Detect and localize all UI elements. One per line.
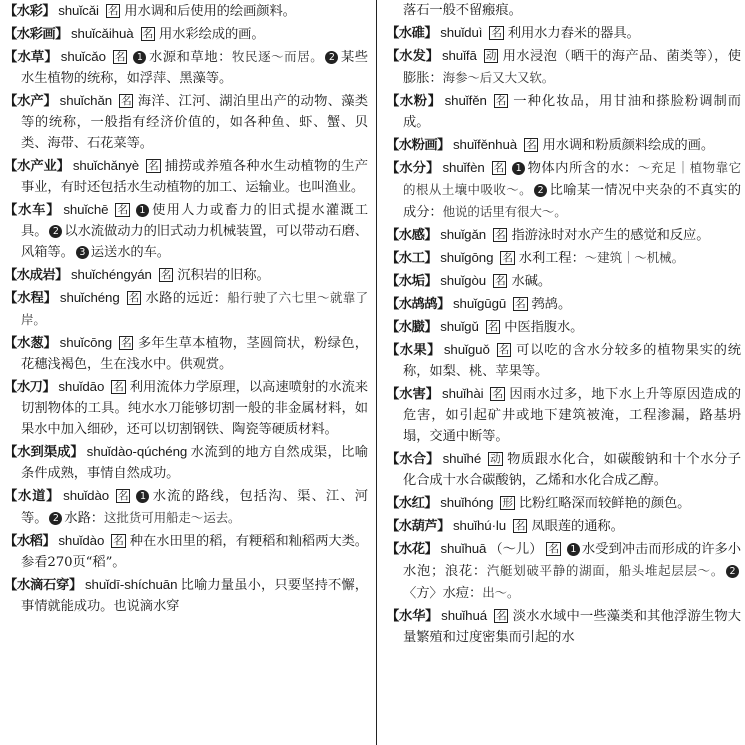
- definition: 某些水生植物的统称，如浮萍、黑藻等。: [21, 50, 368, 86]
- pos-tag: 名: [493, 162, 505, 174]
- pinyin: shuǐgòu: [440, 273, 487, 288]
- headword: 【水花】: [386, 542, 438, 557]
- pinyin: shuǐfěnhuà: [452, 137, 518, 152]
- headword: 【水红】: [386, 496, 438, 511]
- headword: 【水害】: [386, 387, 440, 402]
- entry-shuihua-spray: [386, 538, 741, 604]
- definition: 利用流体力学原理，以高速喷射的水流来切割物体的工具。纯水水刀能够切割一般的非金属材料，如果水中加入细砂，还可以切割钢铁、陶瓷等硬质材料。: [21, 380, 368, 437]
- entry-shuichengyan: [4, 264, 368, 286]
- entry-shuifen-powder: [386, 90, 741, 133]
- entry-shuidishichuan: [4, 574, 368, 617]
- sense-number: 2: [49, 225, 62, 238]
- sense-number: 2: [534, 184, 547, 197]
- pos-tag: 名: [548, 543, 559, 555]
- example: 汽艇划破平静的湖面，船头堆起层层～。: [486, 563, 725, 578]
- headword: 【水程】: [4, 291, 57, 306]
- entry-shuifen-moisture: [386, 157, 741, 223]
- pos-tag: 名: [502, 252, 513, 264]
- headword: 【水合】: [386, 452, 440, 467]
- pos-tag: 名: [107, 5, 119, 17]
- pinyin: shuǐfěn: [444, 93, 487, 108]
- example: 海参～后又大又软。: [442, 70, 555, 85]
- headword: 【水葫芦】: [386, 519, 450, 534]
- example: 牧民逐～而居。: [232, 49, 324, 64]
- definition: 物体内所含的水：: [527, 161, 638, 176]
- pinyin: shuǐchē: [63, 202, 109, 217]
- pos-tag: 名: [128, 292, 140, 304]
- pinyin: shuǐdī-shíchuān: [85, 577, 178, 592]
- pos-tag: 名: [495, 275, 506, 287]
- pinyin: shuǐdāo: [58, 379, 105, 394]
- pinyin: shuǐguǒ: [443, 342, 490, 357]
- definition: 以水流做动力的旧式动力机械装置，可以带动石磨、风箱等。: [21, 224, 368, 260]
- pinyin: shuǐfèn: [442, 160, 485, 175]
- headword: 【水臌】: [386, 320, 438, 335]
- pos-tag: 动: [490, 453, 501, 465]
- entry-shuihua-bloom: [386, 605, 741, 648]
- pos-tag: 名: [491, 27, 502, 39]
- entry-shuigou: [386, 270, 741, 292]
- entry-shuigan: [386, 224, 741, 246]
- entry-shuihong: [386, 492, 741, 514]
- pos-tag: 名: [114, 51, 126, 63]
- pos-tag: 名: [113, 535, 124, 547]
- pinyin: shuǐchǎn: [59, 93, 113, 108]
- headword: 【水彩画】: [4, 27, 68, 42]
- pinyin: shuǐgūgū: [452, 296, 507, 311]
- pinyin: shuǐhuā: [440, 541, 487, 556]
- headword: 【水彩】: [4, 4, 56, 19]
- definition: 落石一般不留瘢痕。: [403, 3, 522, 18]
- headword: 【水刀】: [4, 380, 56, 395]
- headword: 【水果】: [386, 343, 441, 358]
- pos-tag: 名: [487, 321, 499, 333]
- pinyin: shuǐhú·lu: [452, 518, 507, 533]
- pos-tag: 名: [117, 204, 128, 216]
- definition: 运送水的车。: [90, 245, 170, 260]
- right-column: [386, 0, 741, 745]
- definition: 捕捞或养殖各种水生动植物的生产事业，有时还包括水生动植物的加工、运输业。也叫渔业。: [21, 159, 368, 195]
- pos-tag: 名: [495, 95, 507, 107]
- definition: 用水调和后使用的绘画颜料。: [124, 4, 296, 19]
- headword: 【水分】: [386, 161, 440, 176]
- pinyin: shuǐfā: [441, 48, 477, 63]
- headword: 【水成岩】: [4, 268, 68, 283]
- definition: 淡水水域中一些藻类和其他浮游生物大量繁殖和过度密集而引起的水: [403, 609, 741, 645]
- pinyin: shuǐcǎihuà: [70, 26, 134, 41]
- headword: 【水工】: [386, 251, 438, 266]
- pinyin: shuǐcǎo: [60, 49, 106, 64]
- headword: 【水碓】: [386, 26, 438, 41]
- entry-shuifenhua: [386, 134, 741, 156]
- definition: 水流到的地方自然成渠，比喻条件成熟，事情自然成功。: [21, 445, 368, 481]
- pos-tag: 名: [496, 610, 507, 622]
- definition: 海洋、江河、湖泊里出产的动物、藻类等的统称，一般指有经济价值的，如各种鱼、虾、蟹、贝类、海带、石花菜等。: [21, 94, 368, 151]
- entry-continuation: [386, 0, 741, 21]
- pinyin: shuǐdào: [63, 488, 110, 503]
- definition: 水路的远近：: [145, 291, 228, 306]
- sense-number: 2: [49, 512, 62, 525]
- entry-shuicai: [4, 0, 368, 22]
- entry-shuiche: [4, 199, 368, 263]
- entry-shuidao-knife: [4, 376, 368, 440]
- example: ～建筑｜～机械。: [584, 250, 684, 265]
- pinyin: shuǐgǔ: [440, 319, 479, 334]
- headword: 【水垢】: [386, 274, 438, 289]
- entry-shuigu: [386, 316, 741, 338]
- example: 这批货可用船走～运去。: [104, 510, 241, 525]
- definition: 沉积岩的旧称。: [177, 268, 270, 283]
- headword: 【水发】: [386, 49, 439, 64]
- definition: 可以吃的含水分较多的植物果实的统称，如梨、桃、苹果等。: [403, 343, 741, 379]
- pos-tag: 名: [148, 160, 159, 172]
- definition: 利用水力舂米的器具。: [507, 26, 640, 41]
- headword: 【水感】: [386, 228, 438, 243]
- definition: 水路：: [64, 511, 104, 526]
- definition: 使用人力或畜力的旧式提水灌溉工具。: [21, 203, 368, 239]
- definition: 水利工程：: [518, 251, 585, 266]
- entry-shuihulu: [386, 515, 741, 537]
- example: 出～。: [482, 585, 520, 600]
- headword: 【水粉】: [386, 94, 442, 109]
- entry-shuidao-channel: [4, 485, 368, 529]
- entry-shuidao-qucheng: [4, 441, 368, 484]
- headword: 【水滴石穿】: [4, 578, 82, 593]
- example: ～充足｜植物靠它的根从土壤中吸收～。: [403, 160, 741, 197]
- definition: 种在水田里的稻，有粳稻和籼稻两大类。参看270页“稻”。: [21, 534, 368, 570]
- entry-shuichanye: [4, 155, 368, 198]
- column-divider: [376, 0, 377, 745]
- pos-tag: 名: [160, 269, 172, 281]
- definition: 一种化妆品，用甘油和搽脸粉调制而成。: [403, 94, 741, 130]
- pos-tag: 名: [515, 520, 526, 532]
- pinyin: shuǐchéngyán: [70, 267, 152, 282]
- headword: 【水鸪鸪】: [386, 297, 450, 312]
- pos-tag: 名: [526, 139, 537, 151]
- sense-number: 2: [325, 51, 338, 64]
- sense-number: 1: [136, 204, 149, 217]
- headword: 【水葱】: [4, 336, 57, 351]
- definition: 鹁鸪。: [531, 297, 572, 312]
- pinyin: shuǐduì: [440, 25, 483, 40]
- definition: 中医指腹水。: [504, 320, 584, 335]
- entry-shuigugu: [386, 293, 741, 315]
- example: 船行驶了六七里～就靠了岸。: [21, 290, 368, 327]
- pinyin: shuǐdào: [58, 533, 105, 548]
- entry-shuidui: [386, 22, 741, 44]
- sense-number: 3: [76, 246, 89, 259]
- headword: 【水草】: [4, 50, 58, 65]
- pinyin: shuǐhài: [442, 386, 484, 401]
- entry-shuihe: [386, 448, 741, 491]
- pos-tag: 名: [515, 298, 526, 310]
- pos-tag: 名: [492, 388, 503, 400]
- pinyin: shuǐcǎi: [58, 3, 99, 18]
- definition: 因雨水过多，地下水上升等原因造成的危害，如引起矿井或地下建筑被淹，工程渗漏，路基坍塌，交通中断等。: [403, 387, 741, 444]
- pinyin: shuǐcōng: [59, 335, 113, 350]
- entry-shuiguo: [386, 339, 741, 382]
- headword: 【水产业】: [4, 159, 70, 174]
- pinyin: shuǐchǎnyè: [72, 158, 140, 173]
- pos-tag: 名: [121, 337, 132, 349]
- entry-shuihai: [386, 383, 741, 447]
- pinyin: shuǐchéng: [59, 290, 120, 305]
- sense-number: 1: [136, 490, 149, 503]
- entry-shuicaihua: [4, 23, 368, 45]
- definition: 用水浸泡（晒干的海产品、菌类等），使膨胀：: [403, 49, 741, 86]
- pinyin: shuǐhé: [442, 451, 482, 466]
- pinyin: shuǐgǎn: [440, 227, 487, 242]
- definition: 水受到冲击而形成的许多小水泡；浪花：: [403, 542, 741, 579]
- definition: 用水彩绘成的画。: [158, 27, 265, 42]
- entry-shuidao-rice: [4, 530, 368, 573]
- pos-tag: 名: [142, 28, 153, 40]
- pos-tag: 名: [113, 381, 124, 393]
- definition: 水碱。: [511, 274, 552, 289]
- sense-number: 1: [133, 51, 146, 64]
- entry-shuigong: [386, 247, 741, 269]
- entry-shuifa: [386, 45, 741, 89]
- pinyin: shuǐhuá: [441, 608, 488, 623]
- pinyin: shuǐdào-qúchéng: [86, 444, 188, 459]
- headword: 【水道】: [4, 489, 61, 504]
- entry-shuicong: [4, 332, 368, 375]
- definition: 水源和草地：: [148, 50, 232, 65]
- headword: 【水车】: [4, 203, 61, 218]
- headword: 【水华】: [386, 609, 439, 624]
- pos-tag: 名: [495, 229, 506, 241]
- headword: 【水产】: [4, 94, 57, 109]
- pinyin: shuǐgōng: [440, 250, 494, 265]
- definition: 比喻力量虽小，只要坚持不懈，事情就能成功。也说滴水穿: [21, 578, 368, 614]
- definition: 指游泳时对水产生的感觉和反应。: [511, 228, 710, 243]
- definition: 水流的路线，包括沟、渠、江、河等。: [21, 489, 368, 526]
- left-column: [4, 0, 368, 745]
- definition: 比喻某一情况中夹杂的不真实的成分：: [403, 183, 741, 220]
- headword: 【水稻】: [4, 534, 56, 549]
- pos-tag: 名: [118, 490, 129, 502]
- definition: 凤眼莲的通称。: [531, 519, 624, 534]
- entry-shuicao: [4, 46, 368, 89]
- definition: 比粉红略深而较鲜艳的颜色。: [518, 496, 691, 511]
- pinyin: shuǐhóng: [440, 495, 494, 510]
- variant-mark: （～儿）: [489, 542, 543, 557]
- pos-tag: 形: [502, 497, 513, 509]
- entry-shuicheng: [4, 287, 368, 331]
- pos-tag: 名: [121, 95, 132, 107]
- headword: 【水粉画】: [386, 138, 450, 153]
- definition: 物质跟水化合，如碳酸钠和十个水分子化合成十水合碳酸钠，乙烯和水化合成乙醇。: [403, 452, 741, 488]
- sense-number: 1: [512, 162, 525, 175]
- headword: 【水到渠成】: [4, 445, 84, 460]
- definition: 〈方〉水痘：: [403, 586, 483, 601]
- pos-tag: 名: [498, 344, 510, 356]
- sense-number: 2: [726, 565, 739, 578]
- entry-shuichan: [4, 90, 368, 154]
- pos-tag: 动: [485, 50, 497, 62]
- definition: 多年生草本植物，茎圆筒状，粉绿色，花穗浅褐色，生在浅水中。供观赏。: [21, 336, 368, 372]
- definition: 用水调和粉质颜料绘成的画。: [542, 138, 715, 153]
- sense-number: 1: [567, 543, 580, 556]
- example: 他说的话里有很大～。: [442, 204, 567, 219]
